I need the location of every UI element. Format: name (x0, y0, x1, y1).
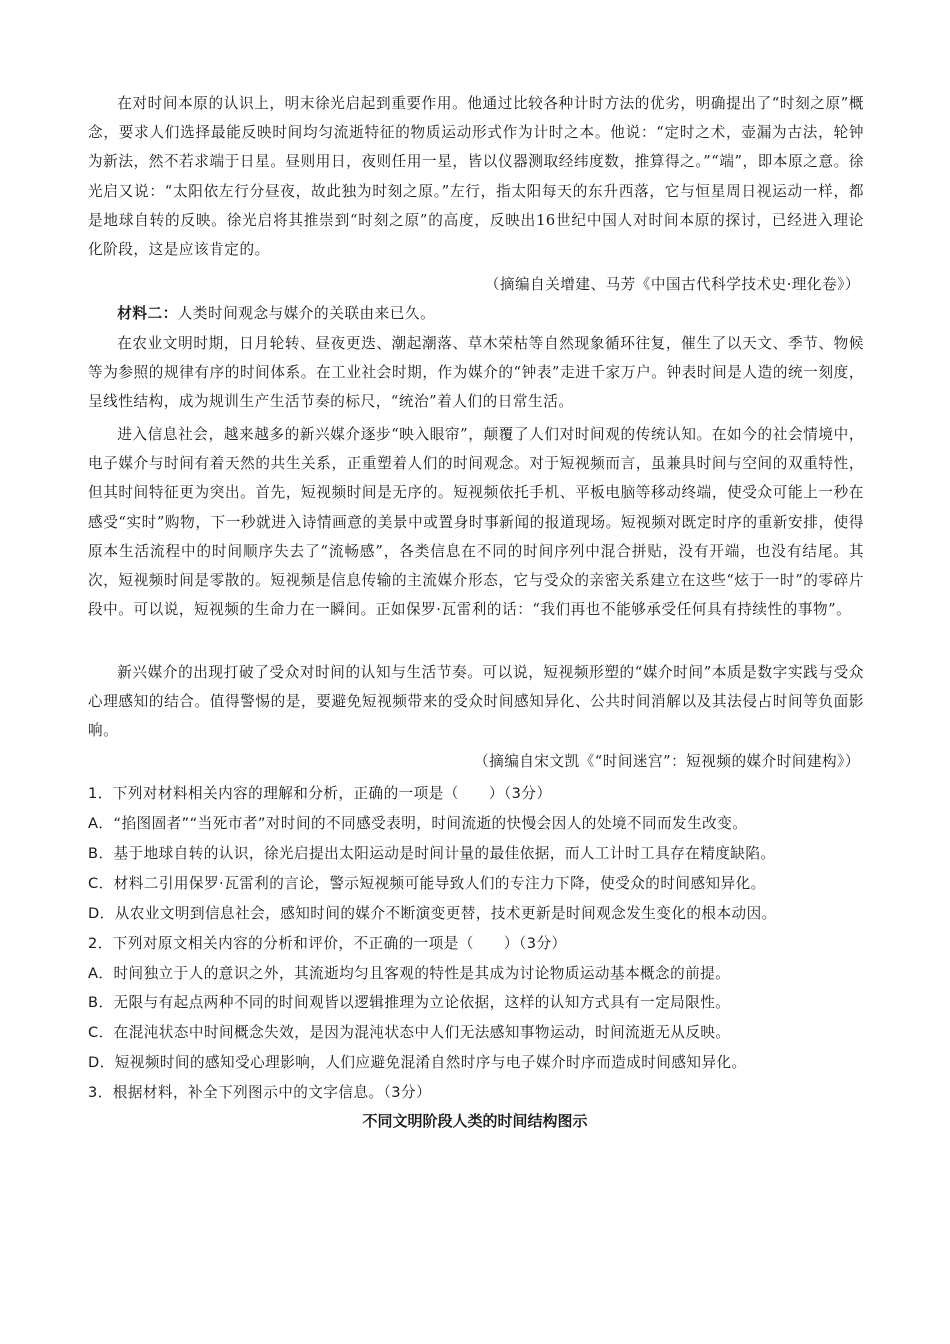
question-1: 1．下列对材料相关内容的理解和分析，正确的一项是（ ）（3分） (88, 785, 552, 802)
source-citation-1: （摘编自关增建、马芳《中国古代科学技术史·理化卷》） (484, 276, 860, 293)
question-2-option-b: B．无限与有起点两种不同的时间观皆以逻辑推理为立论依据，这样的认知方式具有一定局限性。 (88, 994, 731, 1011)
question-2-option-a: A．时间独立于人的意识之外，其流逝均匀且客观的特性是其成为讨论物质运动基本概念的前提。 (88, 965, 731, 982)
question-1-option-c: C．材料二引用保罗·瓦雷利的言论，警示短视频可能导致人们的专注力下降，使受众的时间感知异化。 (88, 875, 766, 892)
question-2: 2．下列对原文相关内容的分析和评价，不正确的一项是（ ）（3分） (88, 935, 567, 952)
material-two-label: 材料二： (117, 305, 178, 322)
paragraph-short-video: 进入信息社会，越来越多的新兴媒介逐步“映入眼帘”，颠覆了人们对时间观的传统认知。在如今的社会情境中，电子媒介与时间有着天然的共生关系，正重塑着人们的时间观念。对于短视频而言，虽兼具时间与空间的双重特性，但其时间特征更为突出。首先，短视频时间是无序的。短视频依托手机、平板电脑等移动终端，使受众可能上一秒在感受“实时”购物，下一秒就进入诗情画意的美景中或置身时事新闻的报道现场。短视频对既定时序的重新安排，使得原本生活流程中的时间顺序失去了“流畅感”，各类信息在不同的时间序列中混合拼贴，没有开端，也没有结尾。其次，短视频时间是零散的。短视频是信息传输的主流媒介形态，它与受众的亲密关系建立在这些“炫于一时”的零碎片段中。可以说，短视频的生命力在一瞬间。正如保罗·瓦雷利的话：“我们再也不能够承受任何具有持续性的事物”。 (88, 426, 864, 619)
paragraph-agricultural-industrial: 在农业文明时期，日月轮转、昼夜更迭、潮起潮落、草木荣枯等自然现象循环往复，催生了以天文、季节、物候等为参照的规律有序的时间体系。在工业社会时期，作为媒介的“钟表”走进千家万户。钟表时间是人造的统一刻度，呈线性结构，成为规训生产生活节奏的标尺，“统治”着人们的日常生活。 (88, 335, 864, 411)
question-1-option-a: A．“掐图圄者”“当死市者”对时间的不同感受表明，时间流逝的快慢会因人的处境不同而发生改变。 (88, 815, 748, 832)
question-1-option-d: D．从农业文明到信息社会，感知时间的媒介不断演变更替，技术更新是时间观念发生变化的根本动因。 (88, 905, 777, 922)
question-3: 3．根据材料，补全下列图示中的文字信息。（3分） (88, 1084, 432, 1101)
figure-title: 不同文明阶段人类的时间结构图示 (362, 1112, 588, 1130)
question-1-option-b: B．基于地球自转的认识，徐光启提出太阳运动是时间计量的最佳依据，而人工计时工具存在精度缺陷。 (88, 845, 776, 862)
question-2-option-c: C．在混沌状态中时间概念失效，是因为混沌状态中人们无法感知事物运动，时间流逝无从反映。 (88, 1024, 731, 1041)
material-two-intro: 人类时间观念与媒介的关联由来已久。 (177, 305, 436, 322)
source-citation-2: （摘编自宋文凯《“时间迷宫”：短视频的媒介时间建构》） (474, 753, 860, 770)
material-two-heading (88, 299, 864, 328)
paragraph-xu-guangqi: 在对时间本原的认识上，明末徐光启起到重要作用。他通过比较各种计时方法的优劣，明确提出了“时刻之原”概念，要求人们选择最能反映时间均匀流逝特征的物质运动形式作为计时之本。他说：“定时之术，壶漏为古法，轮钟为新法，然不若求端于日星。昼则用日，夜则任用一星，皆以仪器测取经纬度数，推算得之。”“端”，即本原之意。徐光启又说：“太阳依左行分昼夜，故此独为时刻之原。”左行，指太阳每天的东升西落，它与恒星周日视运动一样，都是地球自转的反映。徐光启将其推崇到“时刻之原”的高度，反映出16世纪中国人对时间本原的探讨，已经进入理论化阶段，这是应该肯定的。 (88, 95, 864, 259)
question-2-option-d: D．短视频时间的感知受心理影响，人们应避免混淆自然时序与电子媒介时序而造成时间感知异化。 (88, 1054, 747, 1071)
paragraph-new-media: 新兴媒介的出现打破了受众对时间的认知与生活节奏。可以说，短视频形塑的“媒介时间”本质是数字实践与受众心理感知的结合。值得警惕的是，要避免短视频带来的受众时间感知异化、公共时间消解以及其法侵占时间等负面影响。 (88, 664, 864, 740)
